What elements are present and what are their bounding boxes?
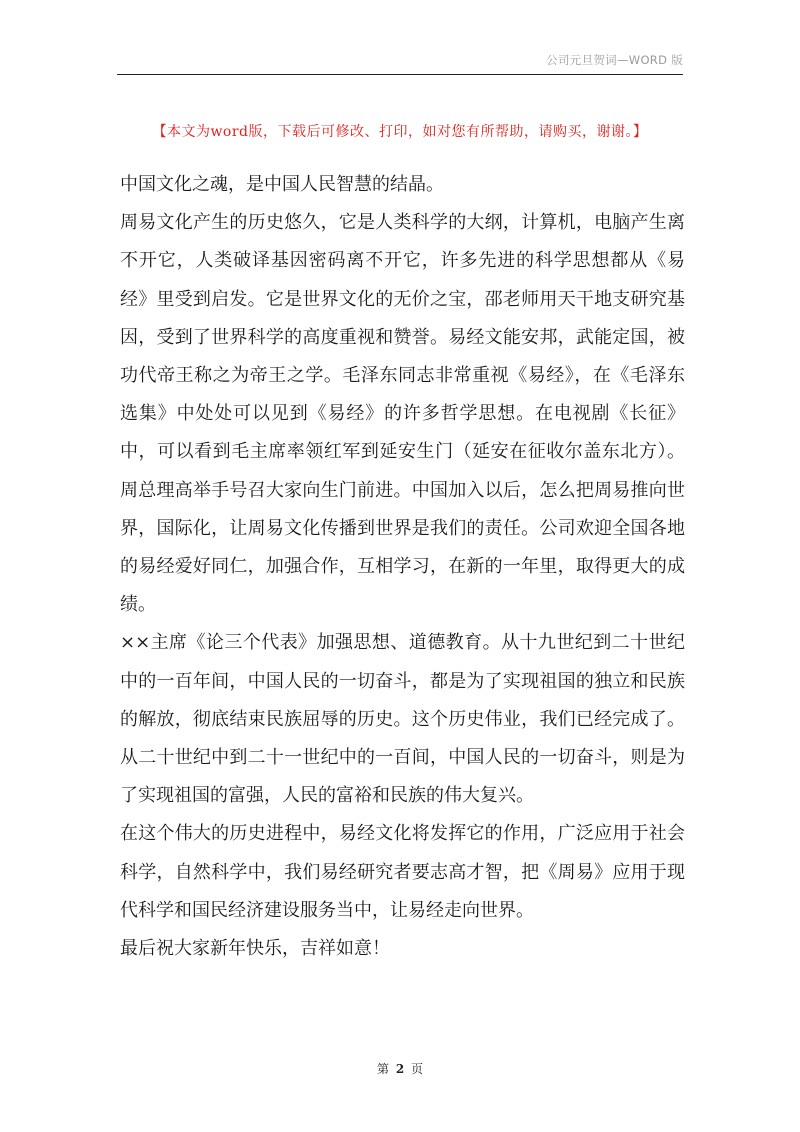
paragraph-closing-wishes: 最后祝大家新年快乐，吉祥如意！ — [120, 938, 390, 960]
paragraph-historical-process: 在这个伟大的历史进程中，易经文化将发挥它的作用，广泛应用于社会科学，自然科学中，我们易经研究者要志高才智，把《周易》应用于现代科学和国民经济建设服务当中，让易经走向世界。 — [120, 823, 685, 921]
paragraph-intro: 中国文化之魂，是中国人民智慧的结晶。 — [120, 174, 444, 195]
document-body — [120, 166, 685, 968]
header-divider — [117, 74, 683, 75]
page-label-prefix: 第 — [376, 1062, 389, 1076]
page-number: 2 — [395, 1062, 405, 1076]
header-title: 公司元旦贺词—WORD 版 — [546, 53, 683, 67]
paragraph-zhouyi-history: 周易文化产生的历史悠久，它是人类科学的大纲，计算机，电脑产生离不开它，人类破译基因密码离不开它，许多先进的科学思想都从《易经》里受到启发。它是世界文化的无价之宝，邵老师用天干地支研究基因，受到了世界科学的高度重视和赞誉。易经文能安邦，武能定国，被功代帝王称之为帝王之学。毛泽东同志非常重视《易经》，在《毛泽东选集》中处处可以见到《易经》的许多哲学思想。在电视剧《长征》中，可以看到毛主席率领红军到延安生门（延安在征收尔盖东北方）。周总理高举手号召大家向生门前进。中国加入以后，怎么把周易推向世界，国际化，让周易文化传播到世界是我们的责任。公司欢迎全国各地的易经爱好同仁，加强合作，互相学习，在新的一年里，取得更大的成绩。 — [120, 212, 685, 616]
download-notice: 【本文为word版，下载后可修改、打印，如对您有所帮助，请购买，谢谢。】 — [152, 124, 648, 140]
page-footer — [0, 1060, 800, 1077]
page-label-suffix: 页 — [411, 1062, 424, 1076]
paragraph-three-represents: ××主席《论三个代表》加强思想、道德教育。从十九世纪到二十世纪中的一百年间，中国人民的一切奋斗，都是为了实现祖国的独立和民族的解放，彻底结束民族屈辱的历史。这个历史伟业，我们已经完成了。从二十世纪中到二十一世纪中的一百间，中国人民的一切奋斗，则是为了实现祖国的富强，人民的富裕和民族的伟大复兴。 — [120, 632, 685, 807]
